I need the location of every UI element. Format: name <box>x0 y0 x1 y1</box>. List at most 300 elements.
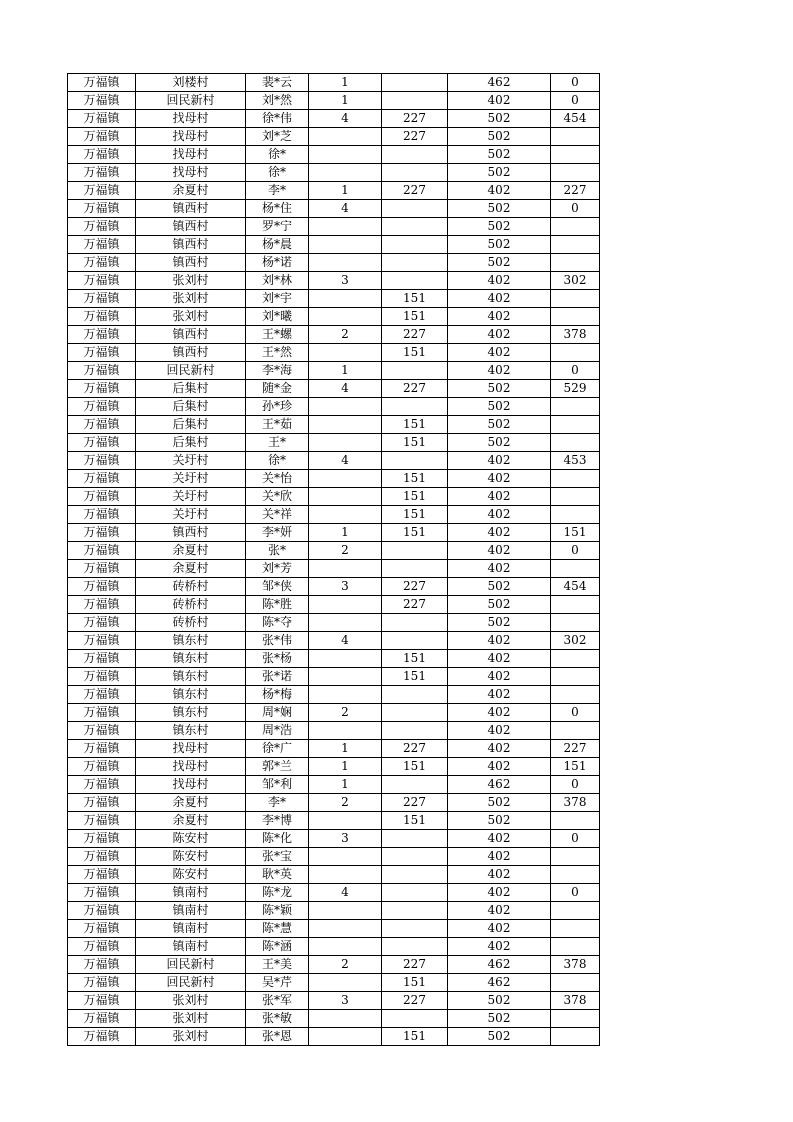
name-cell: 张*宝 <box>246 848 309 866</box>
town-cell: 万福镇 <box>68 794 136 812</box>
amount-a-cell: 151 <box>382 812 448 830</box>
table-row <box>68 920 600 938</box>
household-size-cell <box>309 308 382 326</box>
village-cell: 关圩村 <box>136 470 246 488</box>
amount-b-cell: 462 <box>448 776 551 794</box>
table-row <box>68 236 600 254</box>
name-cell: 陈*龙 <box>246 884 309 902</box>
household-size-cell <box>309 614 382 632</box>
amount-b-cell: 502 <box>448 218 551 236</box>
amount-a-cell <box>382 686 448 704</box>
name-cell: 随*金 <box>246 380 309 398</box>
household-size-cell <box>309 668 382 686</box>
town-cell: 万福镇 <box>68 164 136 182</box>
village-cell: 回民新村 <box>136 974 246 992</box>
amount-c-cell <box>551 812 600 830</box>
household-size-cell: 2 <box>309 326 382 344</box>
amount-b-cell: 502 <box>448 1010 551 1028</box>
name-cell: 王*螺 <box>246 326 309 344</box>
amount-b-cell: 402 <box>448 650 551 668</box>
amount-a-cell: 227 <box>382 128 448 146</box>
town-cell: 万福镇 <box>68 290 136 308</box>
household-size-cell <box>309 848 382 866</box>
amount-a-cell <box>382 272 448 290</box>
amount-c-cell <box>551 218 600 236</box>
household-size-cell: 1 <box>309 182 382 200</box>
amount-b-cell: 402 <box>448 326 551 344</box>
town-cell: 万福镇 <box>68 578 136 596</box>
amount-b-cell: 402 <box>448 560 551 578</box>
household-size-cell: 3 <box>309 578 382 596</box>
amount-b-cell: 402 <box>448 182 551 200</box>
village-cell: 找母村 <box>136 128 246 146</box>
name-cell: 周*娴 <box>246 704 309 722</box>
village-cell: 镇南村 <box>136 902 246 920</box>
amount-c-cell: 0 <box>551 830 600 848</box>
amount-b-cell: 502 <box>448 794 551 812</box>
amount-c-cell <box>551 938 600 956</box>
name-cell: 刘*宇 <box>246 290 309 308</box>
town-cell: 万福镇 <box>68 812 136 830</box>
household-size-cell: 3 <box>309 830 382 848</box>
amount-a-cell: 151 <box>382 308 448 326</box>
village-cell: 镇东村 <box>136 650 246 668</box>
amount-a-cell: 151 <box>382 506 448 524</box>
household-size-cell: 2 <box>309 704 382 722</box>
table-row <box>68 704 600 722</box>
amount-a-cell <box>382 632 448 650</box>
amount-b-cell: 402 <box>448 884 551 902</box>
table-row <box>68 992 600 1010</box>
table-row <box>68 182 600 200</box>
table-row <box>68 110 600 128</box>
amount-b-cell: 402 <box>448 830 551 848</box>
amount-a-cell <box>382 866 448 884</box>
town-cell: 万福镇 <box>68 470 136 488</box>
table-row <box>68 830 600 848</box>
household-size-cell <box>309 974 382 992</box>
amount-a-cell <box>382 254 448 272</box>
town-cell: 万福镇 <box>68 200 136 218</box>
name-cell: 张*杨 <box>246 650 309 668</box>
table-row <box>68 218 600 236</box>
amount-c-cell <box>551 866 600 884</box>
village-cell: 余夏村 <box>136 560 246 578</box>
amount-b-cell: 502 <box>448 380 551 398</box>
village-cell: 回民新村 <box>136 92 246 110</box>
town-cell: 万福镇 <box>68 830 136 848</box>
table-row <box>68 74 600 92</box>
village-cell: 张刘村 <box>136 1010 246 1028</box>
amount-c-cell: 378 <box>551 794 600 812</box>
table-row <box>68 164 600 182</box>
table-row <box>68 794 600 812</box>
household-size-cell <box>309 290 382 308</box>
household-size-cell: 2 <box>309 794 382 812</box>
amount-b-cell: 402 <box>448 290 551 308</box>
name-cell: 李*海 <box>246 362 309 380</box>
amount-c-cell: 378 <box>551 326 600 344</box>
amount-a-cell <box>382 236 448 254</box>
name-cell: 陈*胜 <box>246 596 309 614</box>
table-row <box>68 542 600 560</box>
amount-b-cell: 502 <box>448 1028 551 1046</box>
household-size-cell: 1 <box>309 776 382 794</box>
amount-b-cell: 402 <box>448 938 551 956</box>
village-cell: 关圩村 <box>136 452 246 470</box>
table-row <box>68 326 600 344</box>
table-row <box>68 470 600 488</box>
village-cell: 镇南村 <box>136 938 246 956</box>
amount-c-cell <box>551 920 600 938</box>
household-size-cell <box>309 236 382 254</box>
amount-b-cell: 402 <box>448 902 551 920</box>
amount-c-cell: 0 <box>551 200 600 218</box>
household-size-cell <box>309 650 382 668</box>
name-cell: 刘*芝 <box>246 128 309 146</box>
amount-a-cell: 227 <box>382 596 448 614</box>
amount-b-cell: 402 <box>448 272 551 290</box>
amount-a-cell <box>382 542 448 560</box>
table-row <box>68 416 600 434</box>
town-cell: 万福镇 <box>68 560 136 578</box>
town-cell: 万福镇 <box>68 380 136 398</box>
name-cell: 邹*利 <box>246 776 309 794</box>
town-cell: 万福镇 <box>68 704 136 722</box>
town-cell: 万福镇 <box>68 236 136 254</box>
amount-a-cell: 227 <box>382 326 448 344</box>
amount-b-cell: 402 <box>448 488 551 506</box>
amount-a-cell <box>382 848 448 866</box>
amount-c-cell: 0 <box>551 884 600 902</box>
village-cell: 后集村 <box>136 416 246 434</box>
name-cell: 张*恩 <box>246 1028 309 1046</box>
village-cell: 陈安村 <box>136 848 246 866</box>
town-cell: 万福镇 <box>68 542 136 560</box>
amount-c-cell: 378 <box>551 956 600 974</box>
town-cell: 万福镇 <box>68 488 136 506</box>
village-cell: 找母村 <box>136 146 246 164</box>
amount-c-cell <box>551 722 600 740</box>
amount-c-cell: 0 <box>551 542 600 560</box>
name-cell: 王* <box>246 434 309 452</box>
village-cell: 找母村 <box>136 776 246 794</box>
amount-a-cell <box>382 1010 448 1028</box>
name-cell: 刘*然 <box>246 92 309 110</box>
town-cell: 万福镇 <box>68 686 136 704</box>
table-row <box>68 956 600 974</box>
name-cell: 徐*广 <box>246 740 309 758</box>
amount-a-cell <box>382 614 448 632</box>
amount-b-cell: 402 <box>448 452 551 470</box>
amount-a-cell: 227 <box>382 380 448 398</box>
amount-c-cell <box>551 974 600 992</box>
town-cell: 万福镇 <box>68 110 136 128</box>
amount-a-cell: 151 <box>382 974 448 992</box>
amount-c-cell: 0 <box>551 92 600 110</box>
amount-b-cell: 402 <box>448 506 551 524</box>
name-cell: 徐* <box>246 164 309 182</box>
amount-c-cell <box>551 848 600 866</box>
town-cell: 万福镇 <box>68 128 136 146</box>
name-cell: 陈*颖 <box>246 902 309 920</box>
amount-b-cell: 402 <box>448 668 551 686</box>
amount-a-cell: 227 <box>382 794 448 812</box>
table-row <box>68 776 600 794</box>
household-size-cell <box>309 398 382 416</box>
name-cell: 杨*梅 <box>246 686 309 704</box>
household-size-cell: 4 <box>309 380 382 398</box>
town-cell: 万福镇 <box>68 596 136 614</box>
village-cell: 找母村 <box>136 110 246 128</box>
household-size-cell: 1 <box>309 524 382 542</box>
village-cell: 回民新村 <box>136 956 246 974</box>
amount-a-cell: 151 <box>382 416 448 434</box>
amount-c-cell: 227 <box>551 182 600 200</box>
town-cell: 万福镇 <box>68 722 136 740</box>
town-cell: 万福镇 <box>68 362 136 380</box>
table-row <box>68 524 600 542</box>
amount-c-cell <box>551 560 600 578</box>
town-cell: 万福镇 <box>68 182 136 200</box>
table-row <box>68 974 600 992</box>
name-cell: 李*博 <box>246 812 309 830</box>
village-cell: 回民新村 <box>136 362 246 380</box>
household-size-cell <box>309 416 382 434</box>
village-cell: 找母村 <box>136 740 246 758</box>
village-cell: 砖桥村 <box>136 578 246 596</box>
household-size-cell <box>309 1028 382 1046</box>
table-row <box>68 128 600 146</box>
table-row <box>68 848 600 866</box>
amount-b-cell: 402 <box>448 866 551 884</box>
town-cell: 万福镇 <box>68 308 136 326</box>
name-cell: 王*茹 <box>246 416 309 434</box>
amount-b-cell: 402 <box>448 704 551 722</box>
name-cell: 王*美 <box>246 956 309 974</box>
amount-a-cell <box>382 146 448 164</box>
amount-c-cell: 151 <box>551 524 600 542</box>
household-size-cell: 2 <box>309 956 382 974</box>
table-row <box>68 200 600 218</box>
amount-c-cell: 0 <box>551 776 600 794</box>
amount-a-cell <box>382 560 448 578</box>
name-cell: 张*诺 <box>246 668 309 686</box>
amount-a-cell <box>382 362 448 380</box>
household-size-cell <box>309 938 382 956</box>
amount-b-cell: 402 <box>448 848 551 866</box>
village-cell: 镇西村 <box>136 218 246 236</box>
amount-b-cell: 402 <box>448 308 551 326</box>
table-row <box>68 434 600 452</box>
household-size-cell: 4 <box>309 200 382 218</box>
village-cell: 张刘村 <box>136 992 246 1010</box>
amount-a-cell: 151 <box>382 758 448 776</box>
village-cell: 镇东村 <box>136 704 246 722</box>
amount-a-cell: 151 <box>382 524 448 542</box>
table-row <box>68 758 600 776</box>
village-cell: 张刘村 <box>136 1028 246 1046</box>
amount-c-cell <box>551 344 600 362</box>
amount-c-cell: 0 <box>551 362 600 380</box>
amount-a-cell <box>382 452 448 470</box>
village-cell: 陈安村 <box>136 830 246 848</box>
town-cell: 万福镇 <box>68 74 136 92</box>
town-cell: 万福镇 <box>68 416 136 434</box>
village-cell: 镇西村 <box>136 344 246 362</box>
household-size-cell <box>309 344 382 362</box>
amount-b-cell: 402 <box>448 362 551 380</box>
amount-c-cell <box>551 686 600 704</box>
table-row <box>68 344 600 362</box>
household-size-cell: 4 <box>309 452 382 470</box>
village-cell: 找母村 <box>136 164 246 182</box>
table-row <box>68 578 600 596</box>
amount-a-cell: 227 <box>382 740 448 758</box>
table-row <box>68 902 600 920</box>
household-size-cell <box>309 164 382 182</box>
amount-c-cell <box>551 470 600 488</box>
amount-b-cell: 502 <box>448 992 551 1010</box>
amount-a-cell: 227 <box>382 578 448 596</box>
table-row <box>68 452 600 470</box>
amount-b-cell: 402 <box>448 344 551 362</box>
table-row <box>68 308 600 326</box>
amount-b-cell: 502 <box>448 434 551 452</box>
table-row <box>68 272 600 290</box>
village-cell: 镇东村 <box>136 686 246 704</box>
amount-a-cell <box>382 200 448 218</box>
village-cell: 镇东村 <box>136 668 246 686</box>
amount-c-cell <box>551 506 600 524</box>
town-cell: 万福镇 <box>68 992 136 1010</box>
town-cell: 万福镇 <box>68 758 136 776</box>
household-size-cell <box>309 146 382 164</box>
household-size-cell <box>309 506 382 524</box>
table-row <box>68 362 600 380</box>
household-size-cell: 1 <box>309 758 382 776</box>
name-cell: 孙*珍 <box>246 398 309 416</box>
table-row <box>68 290 600 308</box>
amount-b-cell: 502 <box>448 416 551 434</box>
table-row <box>68 506 600 524</box>
amount-b-cell: 402 <box>448 740 551 758</box>
amount-b-cell: 502 <box>448 110 551 128</box>
town-cell: 万福镇 <box>68 632 136 650</box>
amount-c-cell <box>551 902 600 920</box>
village-cell: 镇西村 <box>136 236 246 254</box>
table-row <box>68 686 600 704</box>
household-size-cell <box>309 722 382 740</box>
amount-a-cell <box>382 704 448 722</box>
household-size-cell <box>309 1010 382 1028</box>
amount-b-cell: 502 <box>448 578 551 596</box>
amount-b-cell: 502 <box>448 254 551 272</box>
village-cell: 后集村 <box>136 434 246 452</box>
village-cell: 余夏村 <box>136 812 246 830</box>
household-size-cell: 2 <box>309 542 382 560</box>
village-cell: 镇西村 <box>136 326 246 344</box>
amount-b-cell: 502 <box>448 128 551 146</box>
amount-a-cell <box>382 830 448 848</box>
town-cell: 万福镇 <box>68 452 136 470</box>
village-cell: 关圩村 <box>136 488 246 506</box>
amount-a-cell: 151 <box>382 344 448 362</box>
household-size-cell <box>309 920 382 938</box>
table-row <box>68 668 600 686</box>
amount-a-cell: 227 <box>382 992 448 1010</box>
village-cell: 张刘村 <box>136 272 246 290</box>
town-cell: 万福镇 <box>68 956 136 974</box>
amount-c-cell <box>551 416 600 434</box>
table-row <box>68 938 600 956</box>
household-size-cell: 4 <box>309 110 382 128</box>
name-cell: 裴*云 <box>246 74 309 92</box>
name-cell: 刘*芳 <box>246 560 309 578</box>
town-cell: 万福镇 <box>68 524 136 542</box>
name-cell: 邹*侠 <box>246 578 309 596</box>
amount-a-cell: 151 <box>382 650 448 668</box>
table-row <box>68 560 600 578</box>
name-cell: 陈*涵 <box>246 938 309 956</box>
amount-b-cell: 502 <box>448 200 551 218</box>
amount-b-cell: 402 <box>448 920 551 938</box>
name-cell: 张*敏 <box>246 1010 309 1028</box>
village-cell: 砖桥村 <box>136 614 246 632</box>
name-cell: 徐* <box>246 452 309 470</box>
amount-a-cell <box>382 938 448 956</box>
amount-c-cell <box>551 164 600 182</box>
household-size-cell: 1 <box>309 740 382 758</box>
name-cell: 耿*英 <box>246 866 309 884</box>
amount-a-cell <box>382 722 448 740</box>
town-cell: 万福镇 <box>68 974 136 992</box>
amount-a-cell: 151 <box>382 488 448 506</box>
amount-b-cell: 502 <box>448 146 551 164</box>
amount-a-cell <box>382 884 448 902</box>
amount-b-cell: 462 <box>448 74 551 92</box>
amount-c-cell <box>551 434 600 452</box>
amount-a-cell: 151 <box>382 470 448 488</box>
village-cell: 找母村 <box>136 758 246 776</box>
amount-c-cell: 302 <box>551 272 600 290</box>
table-row <box>68 650 600 668</box>
amount-c-cell: 0 <box>551 74 600 92</box>
table-row <box>68 1028 600 1046</box>
amount-a-cell: 151 <box>382 1028 448 1046</box>
amount-a-cell: 227 <box>382 110 448 128</box>
household-size-cell <box>309 902 382 920</box>
village-cell: 镇西村 <box>136 200 246 218</box>
table-row <box>68 488 600 506</box>
village-cell: 镇西村 <box>136 524 246 542</box>
name-cell: 李* <box>246 182 309 200</box>
household-size-cell <box>309 128 382 146</box>
town-cell: 万福镇 <box>68 740 136 758</box>
amount-b-cell: 502 <box>448 614 551 632</box>
amount-c-cell <box>551 1028 600 1046</box>
amount-c-cell: 454 <box>551 578 600 596</box>
household-size-cell: 1 <box>309 362 382 380</box>
village-cell: 后集村 <box>136 380 246 398</box>
table-row <box>68 740 600 758</box>
village-cell: 余夏村 <box>136 794 246 812</box>
table-row <box>68 398 600 416</box>
amount-b-cell: 502 <box>448 812 551 830</box>
amount-a-cell: 227 <box>382 956 448 974</box>
amount-c-cell <box>551 398 600 416</box>
amount-a-cell <box>382 398 448 416</box>
